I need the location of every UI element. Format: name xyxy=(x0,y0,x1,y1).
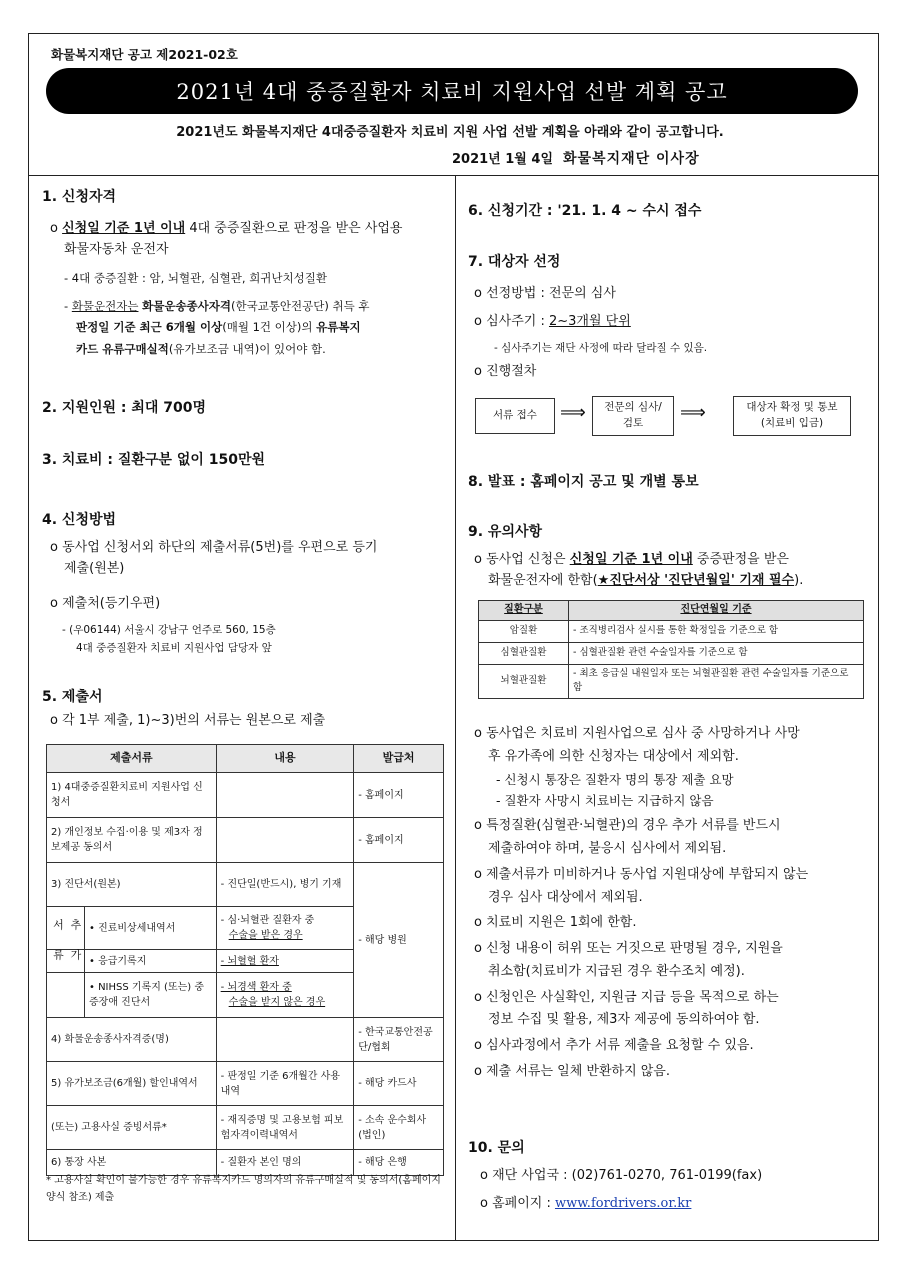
table-row xyxy=(47,773,444,818)
table-header: 내용 xyxy=(216,745,354,773)
content-cell: - 진단일(반드시), 병기 기재 xyxy=(216,863,354,907)
source-cell: - 한국교통안전공단/협회 xyxy=(354,1018,444,1062)
section-4-bullet-2: ο 제출처(등기우편) xyxy=(50,596,161,611)
section-10-heading: 10. 문의 xyxy=(468,1140,525,1156)
source-cell: - 홈페이지 xyxy=(354,818,444,863)
table-row xyxy=(47,818,444,863)
section-1-bullet: ο 신청일 기준 1년 이내 4대 중증질환으로 판정을 받은 사업용 화물자동차 운전자 xyxy=(50,219,450,261)
intro-text: 2021년도 화물복지재단 4대중증질환자 치료비 지원 사업 선발 계획을 아래와 같이 공고합니다. xyxy=(176,125,724,140)
content-cell xyxy=(216,907,354,950)
section-6-heading: 6. 신청기간 : '21. 1. 4 ~ 수시 접수 xyxy=(468,203,702,219)
doc-cell xyxy=(47,973,217,1018)
section-7-heading: 7. 대상자 선정 xyxy=(468,254,561,270)
table-row xyxy=(47,1106,444,1150)
note-line: ο 동사업은 치료비 지원사업으로 심사 중 사망하거나 사망 xyxy=(474,726,800,741)
notes-bullet-1 xyxy=(474,550,874,592)
eligibility-text-1: 4대 중증질환으로 판정을 받은 사업용 xyxy=(185,221,403,236)
header-divider xyxy=(28,175,879,176)
content-line: - 심·뇌혈관 질환자 중 xyxy=(220,915,315,926)
address-line-1: - (우06144) 서울시 강남구 언주로 560, 15층 xyxy=(62,624,276,636)
page-title: 2021년 4대 중증질환자 치료비 지원사업 선발 계획 공고 xyxy=(46,68,858,114)
selection-method: ο 선정방법 : 전문의 심사 xyxy=(474,286,616,301)
note-line: - 질환자 사망시 치료비는 지급하지 않음 xyxy=(496,793,714,809)
section-4-heading: 4. 신청방법 xyxy=(42,512,117,528)
flow-step-3: 대상자 확정 및 통보(치료비 입금) xyxy=(733,396,851,436)
source-cell: - 소속 운수회사(법인) xyxy=(354,1106,444,1150)
table-row xyxy=(47,863,444,907)
section-8-heading: 8. 발표 : 홈페이지 공고 및 개별 통보 xyxy=(468,474,699,490)
disease-list: - 4대 중증질환 : 암, 뇌혈관, 심혈관, 희귀난치성질환 xyxy=(64,271,327,285)
flow-arrow-1: ⟹ xyxy=(560,402,586,423)
section-1-heading: 1. 신청자격 xyxy=(42,189,117,205)
section-2-heading: 2. 지원인원 : 최대 700명 xyxy=(42,400,207,416)
extra-doc-1: • 진료비상세내역서 xyxy=(89,922,176,934)
contact-phone: ο 재단 사업국 : (02)761-0270, 761-0199(fax) xyxy=(480,1168,763,1183)
disease-cell: 암질환 xyxy=(479,620,569,642)
doc-cell: 6) 통장 사본 xyxy=(47,1150,217,1176)
section-5-heading: 5. 제출서 xyxy=(42,689,103,705)
table-row xyxy=(47,1062,444,1106)
content-cell: - 판정일 기준 6개월간 사용 내역 xyxy=(216,1062,354,1106)
content-cell xyxy=(216,818,354,863)
content-cell: - 재직증명 및 고용보험 피보험자격이력내역서 xyxy=(216,1106,354,1150)
note-line: 후 유가족에 의한 신청자는 대상에서 제외함. xyxy=(488,748,739,764)
table-row xyxy=(479,664,864,698)
note-line: 정보 수집 및 활용, 제3자 제공에 동의하여야 함. xyxy=(488,1012,760,1028)
table-footnote: * 고용사실 확인이 불가능한 경우 유류복지카드 명의자의 유류구매실적 및 동의서(홈페이지 양식 참조) 제출 xyxy=(46,1175,441,1203)
contact-homepage xyxy=(480,1194,691,1215)
extra-doc-2: • 응급기록지 xyxy=(89,955,147,967)
table-header: 발급처 xyxy=(354,745,444,773)
note-1-f: ). xyxy=(794,572,804,588)
content-cell xyxy=(216,1018,354,1062)
doc-cell: 3) 진단서(원본) xyxy=(47,863,217,907)
note-line: ο 심사과정에서 추가 서류 제출을 요청할 수 있음. xyxy=(474,1038,754,1053)
mailing-address xyxy=(62,621,276,658)
note-line: ο 신청인은 사실확인, 지원금 지급 등을 목적으로 하는 xyxy=(474,989,779,1005)
note-line: ο 특정질환(심혈관·뇌혈관)의 경우 추가 서류를 반드시 xyxy=(474,818,781,834)
content-cell: - 질환자 본인 명의 xyxy=(216,1150,354,1176)
doc-cell: 1) 4대중증질환치료비 지원사업 신청서 xyxy=(47,773,217,818)
source-cell: - 해당 은행 xyxy=(354,1150,444,1176)
review-cycle-label: ο 심사주기 : xyxy=(474,314,549,329)
table-row xyxy=(479,620,864,642)
table-row xyxy=(47,1018,444,1062)
criteria-cell: - 최초 응급실 내원일자 또는 뇌혈관질환 관련 수술일자를 기준으로 함 xyxy=(569,664,864,698)
issuer: 화물복지재단 이사장 xyxy=(563,151,700,167)
flow-step-1: 서류 접수 xyxy=(475,398,555,434)
driver-requirement xyxy=(64,296,446,360)
note-line: ο 제출서류가 미비하거나 동사업 지원대상에 부합되지 않는 xyxy=(474,866,809,882)
content-cell xyxy=(216,973,354,1018)
source-cell: - 홈페이지 xyxy=(354,773,444,818)
note-1-d: 화물운전자에 한함( xyxy=(488,572,598,588)
doc-cell: 5) 유가보조금(6개월) 할인내역서 xyxy=(47,1062,217,1106)
criteria-cell: - 조직병리검사 실시를 통한 확정일을 기준으로 함 xyxy=(569,620,864,642)
extra-doc-3: • NIHSS 기록지 (또는) 중증장애 진단서 xyxy=(89,982,205,1008)
note-line: 경우 심사 대상에서 제외됨. xyxy=(488,889,643,905)
doc-cell: 2) 개인정보 수집·이용 및 제3자 정보제공 동의서 xyxy=(47,818,217,863)
additional-docs-label: 추 가 서 류 xyxy=(51,919,82,963)
notice-number: 화물복지재단 공고 제2021-02호 xyxy=(51,47,238,62)
dateline xyxy=(452,148,700,168)
doc-cell: (또는) 고용사실 증빙서류* xyxy=(47,1106,217,1150)
req-period: 판정일 기준 최근 6개월 이상 xyxy=(76,320,223,335)
req-dash: - xyxy=(64,299,72,313)
method-line-2: 제출(원본) xyxy=(64,560,125,576)
req-monthly: (매월 1건 이상)의 xyxy=(222,320,317,335)
note-line: 취소함(치료비가 지급된 경우 환수조치 예정). xyxy=(488,963,745,979)
address-line-2: 4대 중증질환자 치료비 지원사업 담당자 앞 xyxy=(76,642,272,655)
note-line: 제출하여야 하며, 불응시 심사에서 제외됨. xyxy=(488,841,727,856)
documents-table xyxy=(46,744,444,1176)
eligibility-text-2: 화물자동차 운전자 xyxy=(64,241,169,257)
table-header-row xyxy=(479,601,864,621)
review-cycle xyxy=(474,312,631,333)
content-cell: - 뇌혈혈 환자 xyxy=(216,950,354,973)
note-line: ο 제출 서류는 일체 반환하지 않음. xyxy=(474,1063,671,1079)
content-line: - 뇌경색 환자 중 xyxy=(220,982,292,993)
table-row xyxy=(479,642,864,664)
source-cell: - 해당 병원 xyxy=(354,863,444,1018)
disease-cell: 심혈관질환 xyxy=(479,642,569,664)
note-1-required: ★진단서상 '진단년월일' 기재 필수 xyxy=(597,572,795,588)
table-header-row xyxy=(47,745,444,773)
criteria-cell: - 심혈관질환 관련 수술일자를 기준으로 함 xyxy=(569,642,864,664)
flow-arrow-2: ⟹ xyxy=(680,402,706,423)
req-license-org: (한국교통안전공단) 취득 후 xyxy=(231,299,370,313)
section-4-bullet-1 xyxy=(50,538,450,580)
section-9-heading: 9. 유의사항 xyxy=(468,524,543,540)
table-header: 제출서류 xyxy=(47,745,217,773)
process-label: ο 진행절차 xyxy=(474,364,537,379)
eligibility-period: 신청일 기준 1년 이내 xyxy=(62,221,186,236)
content-cell xyxy=(216,773,354,818)
note-1-period: 신청일 기준 1년 이내 xyxy=(569,552,693,567)
disease-criteria-table xyxy=(478,600,864,699)
disease-cell: 뇌혈관질환 xyxy=(479,664,569,698)
table-header: 질환구분 xyxy=(479,601,569,621)
notes-list xyxy=(474,723,874,1084)
homepage-label: ο 홈페이지 : xyxy=(480,1196,555,1211)
req-subsidy: (유가보조금 내역)이 있어야 함. xyxy=(168,341,326,356)
method-line-1: ο 동사업 신청서외 하단의 제출서류(5번)를 우편으로 등기 xyxy=(50,540,378,555)
note-1-a: ο 동사업 신청은 xyxy=(474,552,570,567)
content-line: 수술을 받은 경우 xyxy=(228,930,303,941)
flow-step-2: 전문의 심사/검토 xyxy=(592,396,674,436)
req-card: 유류복지 xyxy=(316,320,361,335)
req-card-purchase: 카드 유류구매실적 xyxy=(76,341,169,356)
section-5-bullet: ο 각 1부 제출, 1)~3)번의 서류는 원본으로 제출 xyxy=(50,713,326,728)
note-line: ο 치료비 지원은 1회에 한함. xyxy=(474,915,637,931)
notice-date: 2021년 1월 4일 xyxy=(452,152,553,167)
review-cycle-value: 2~3개월 단위 xyxy=(548,314,631,329)
doc-cell: 4) 화물운송종사자격증(명) xyxy=(47,1018,217,1062)
column-divider xyxy=(455,175,456,1241)
homepage-link[interactable]: www.fordrivers.or.kr xyxy=(554,1196,692,1211)
note-line: - 신청시 통장은 질환자 명의 통장 제출 요망 xyxy=(496,771,734,787)
req-driver: 화물운전자는 xyxy=(71,299,139,313)
source-cell: - 해당 카드사 xyxy=(354,1062,444,1106)
note-1-c: 중증판정을 받은 xyxy=(692,552,789,567)
req-license: 화물운송종사자격 xyxy=(142,299,231,313)
content-line: 수술을 받지 않은 경우 xyxy=(228,997,326,1008)
note-line: ο 신청 내용이 허위 또는 거짓으로 판명될 경우, 지원을 xyxy=(474,941,783,956)
review-cycle-note: - 심사주기는 재단 사정에 따라 달라질 수 있음. xyxy=(494,342,708,354)
section-3-heading: 3. 치료비 : 질환구분 없이 150만원 xyxy=(42,452,266,468)
table-header: 진단연월일 기준 xyxy=(569,601,864,621)
